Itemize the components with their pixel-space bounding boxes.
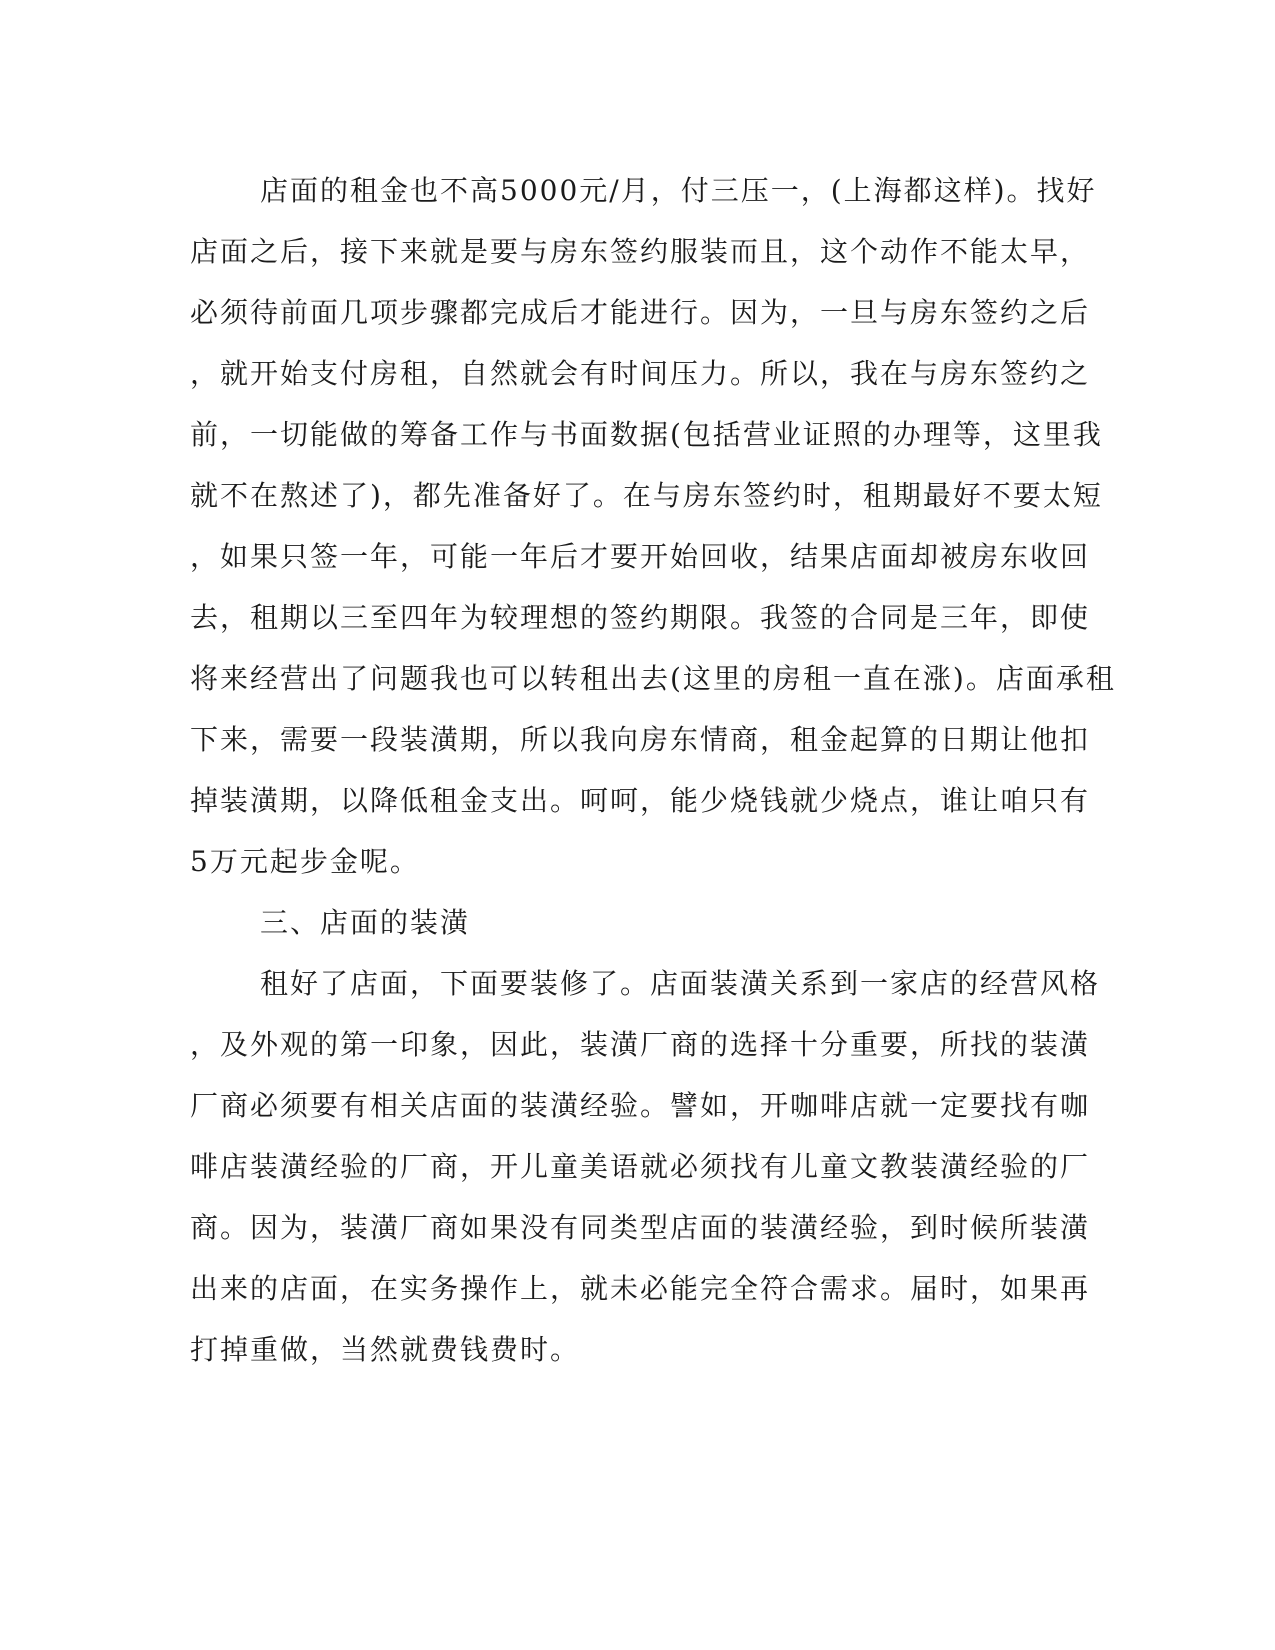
paragraph-line: 掉装潢期，以降低租金支出。呵呵，能少烧钱就少烧点，谁让咱只有: [190, 784, 1091, 817]
paragraph-line: 将来经营出了问题我也可以转租出去(这里的房租一直在涨)。店面承租: [190, 662, 1116, 695]
paragraph-line: 前，一切能做的筹备工作与书面数据(包括营业证照的办理等，这里我: [190, 418, 1103, 451]
paragraph-line: 出来的店面，在实务操作上，就未必能完全符合需求。届时，如果再: [190, 1272, 1091, 1305]
paragraph-line: 去，租期以三至四年为较理想的签约期限。我签的合同是三年，即使: [190, 601, 1091, 634]
paragraph-line: 租好了店面，下面要装修了。店面装潢关系到一家店的经营风格: [260, 967, 1101, 1000]
paragraph-line: 厂商必须要有相关店面的装潢经验。譬如，开咖啡店就一定要找有咖: [190, 1089, 1091, 1122]
paragraph-line: 店面的租金也不高5000元/月，付三压一，(上海都这样)。找好: [260, 174, 1097, 207]
paragraph-line: 下来，需要一段装潢期，所以我向房东情商，租金起算的日期让他扣: [190, 723, 1091, 756]
paragraph-line: ，及外观的第一印象，因此，装潢厂商的选择十分重要，所找的装潢: [190, 1028, 1091, 1061]
paragraph-line: ，就开始支付房租，自然就会有时间压力。所以，我在与房东签约之: [190, 357, 1091, 390]
section-heading: 三、店面的装潢: [260, 906, 471, 939]
paragraph-line: 商。因为，装潢厂商如果没有同类型店面的装潢经验，到时候所装潢: [190, 1211, 1091, 1244]
paragraph-line: 啡店装潢经验的厂商，开儿童美语就必须找有儿童文教装潢经验的厂: [190, 1150, 1091, 1183]
paragraph-line: 就不在熬述了)，都先准备好了。在与房东签约时，租期最好不要太短: [190, 479, 1103, 512]
paragraph-line: ，如果只签一年，可能一年后才要开始回收，结果店面却被房东收回: [190, 540, 1091, 573]
paragraph-line: 5万元起步金呢。: [190, 845, 420, 878]
paragraph-line: 店面之后，接下来就是要与房东签约服装而且，这个动作不能太早，: [190, 235, 1091, 268]
paragraph-line: 必须待前面几项步骤都完成后才能进行。因为，一旦与房东签约之后: [190, 296, 1091, 329]
body-text: [190, 160, 1116, 1380]
paragraph-line: 打掉重做，当然就费钱费时。: [190, 1333, 581, 1366]
